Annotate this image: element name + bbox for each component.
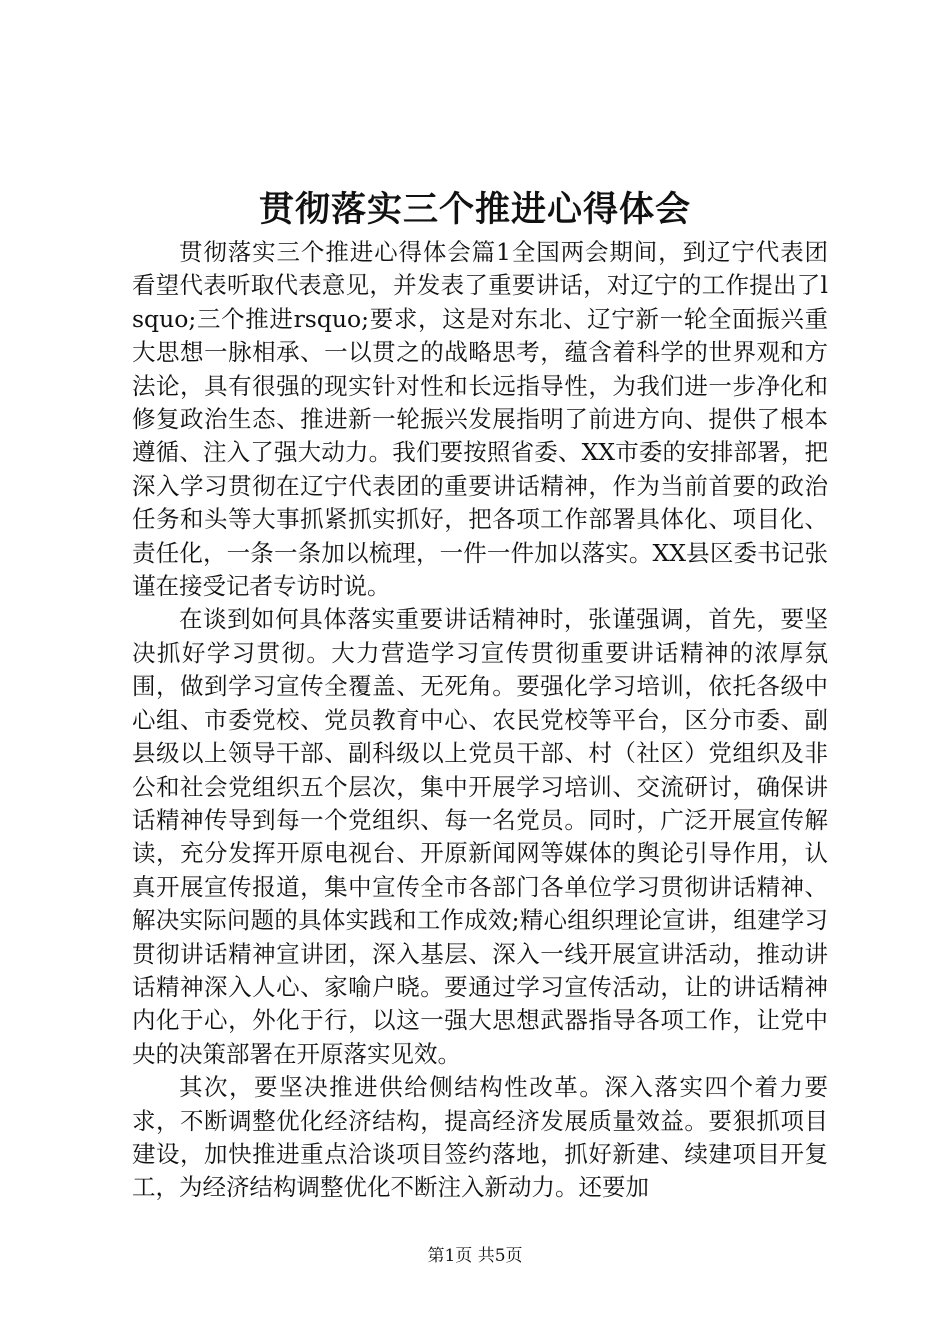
paragraph: 贯彻落实三个推进心得体会篇1全国两会期间，到辽宁代表团看望代表听取代表意见，并发表了重要讲话，对辽宁的工作提出了lsquo;三个推进rsquo;要求，这是对东北、辽宁新一轮全面振兴重大思想一脉相承、一以贯之的战略思考，蕴含着科学的世界观和方法论，具有很强的现实针对性和长远指导性，为我们进一步净化和修复政治生态、推进新一轮振兴发展指明了前进方向、提供了根本遵循、注入了强大动力。我们要按照省委、XX市委的安排部署，把深入学习贯彻在辽宁代表团的重要讲话精神，作为当前首要的政治任务和头等大事抓紧抓实抓好，把各项工作部署具体化、项目化、责任化，一条一条加以梳理，一件一件加以落实。XX县区委书记张谨在接受记者专访时说。 — [132, 238, 828, 601]
document-body — [132, 236, 828, 1205]
paragraph: 在谈到如何具体落实重要讲话精神时，张谨强调，首先，要坚决抓好学习贯彻。大力营造学习宣传贯彻重要讲话精神的浓厚氛围，做到学习宣传全覆盖、无死角。要强化学习培训，依托各级中心组、市委党校、党员教育中心、农民党校等平台，区分市委、副县级以上领导干部、副科级以上党员干部、村（社区）党组织及非公和社会党组织五个层次，集中开展学习培训、交流研讨，确保讲话精神传导到每一个党组织、每一名党员。同时，广泛开展宣传解读，充分发挥开原电视台、开原新闻网等媒体的舆论引导作用，认真开展宣传报道，集中宣传全市各部门各单位学习贯彻讲话精神、解决实际问题的具体实践和工作成效;精心组织理论宣讲，组建学习贯彻讲话精神宣讲团，深入基层、深入一线开展宣讲活动，推动讲话精神深入人心、家喻户晓。要通过学习宣传活动，让的讲话精神内化于心，外化于行，以这一强大思想武器指导各项工作，让党中央的决策部署在开原落实见效。 — [132, 605, 828, 1068]
paragraph: 其次，要坚决推进供给侧结构性改革。深入落实四个着力要求，不断调整优化经济结构，提高经济发展质量效益。要狠抓项目建设，加快推进重点洽谈项目签约落地，抓好新建、续建项目开复工，为经济结构调整优化不断注入新动力。还要加 — [132, 1073, 828, 1202]
document-title: 贯彻落实三个推进心得体会 — [258, 189, 691, 230]
page-footer: 第1页 共5页 — [427, 1246, 523, 1266]
